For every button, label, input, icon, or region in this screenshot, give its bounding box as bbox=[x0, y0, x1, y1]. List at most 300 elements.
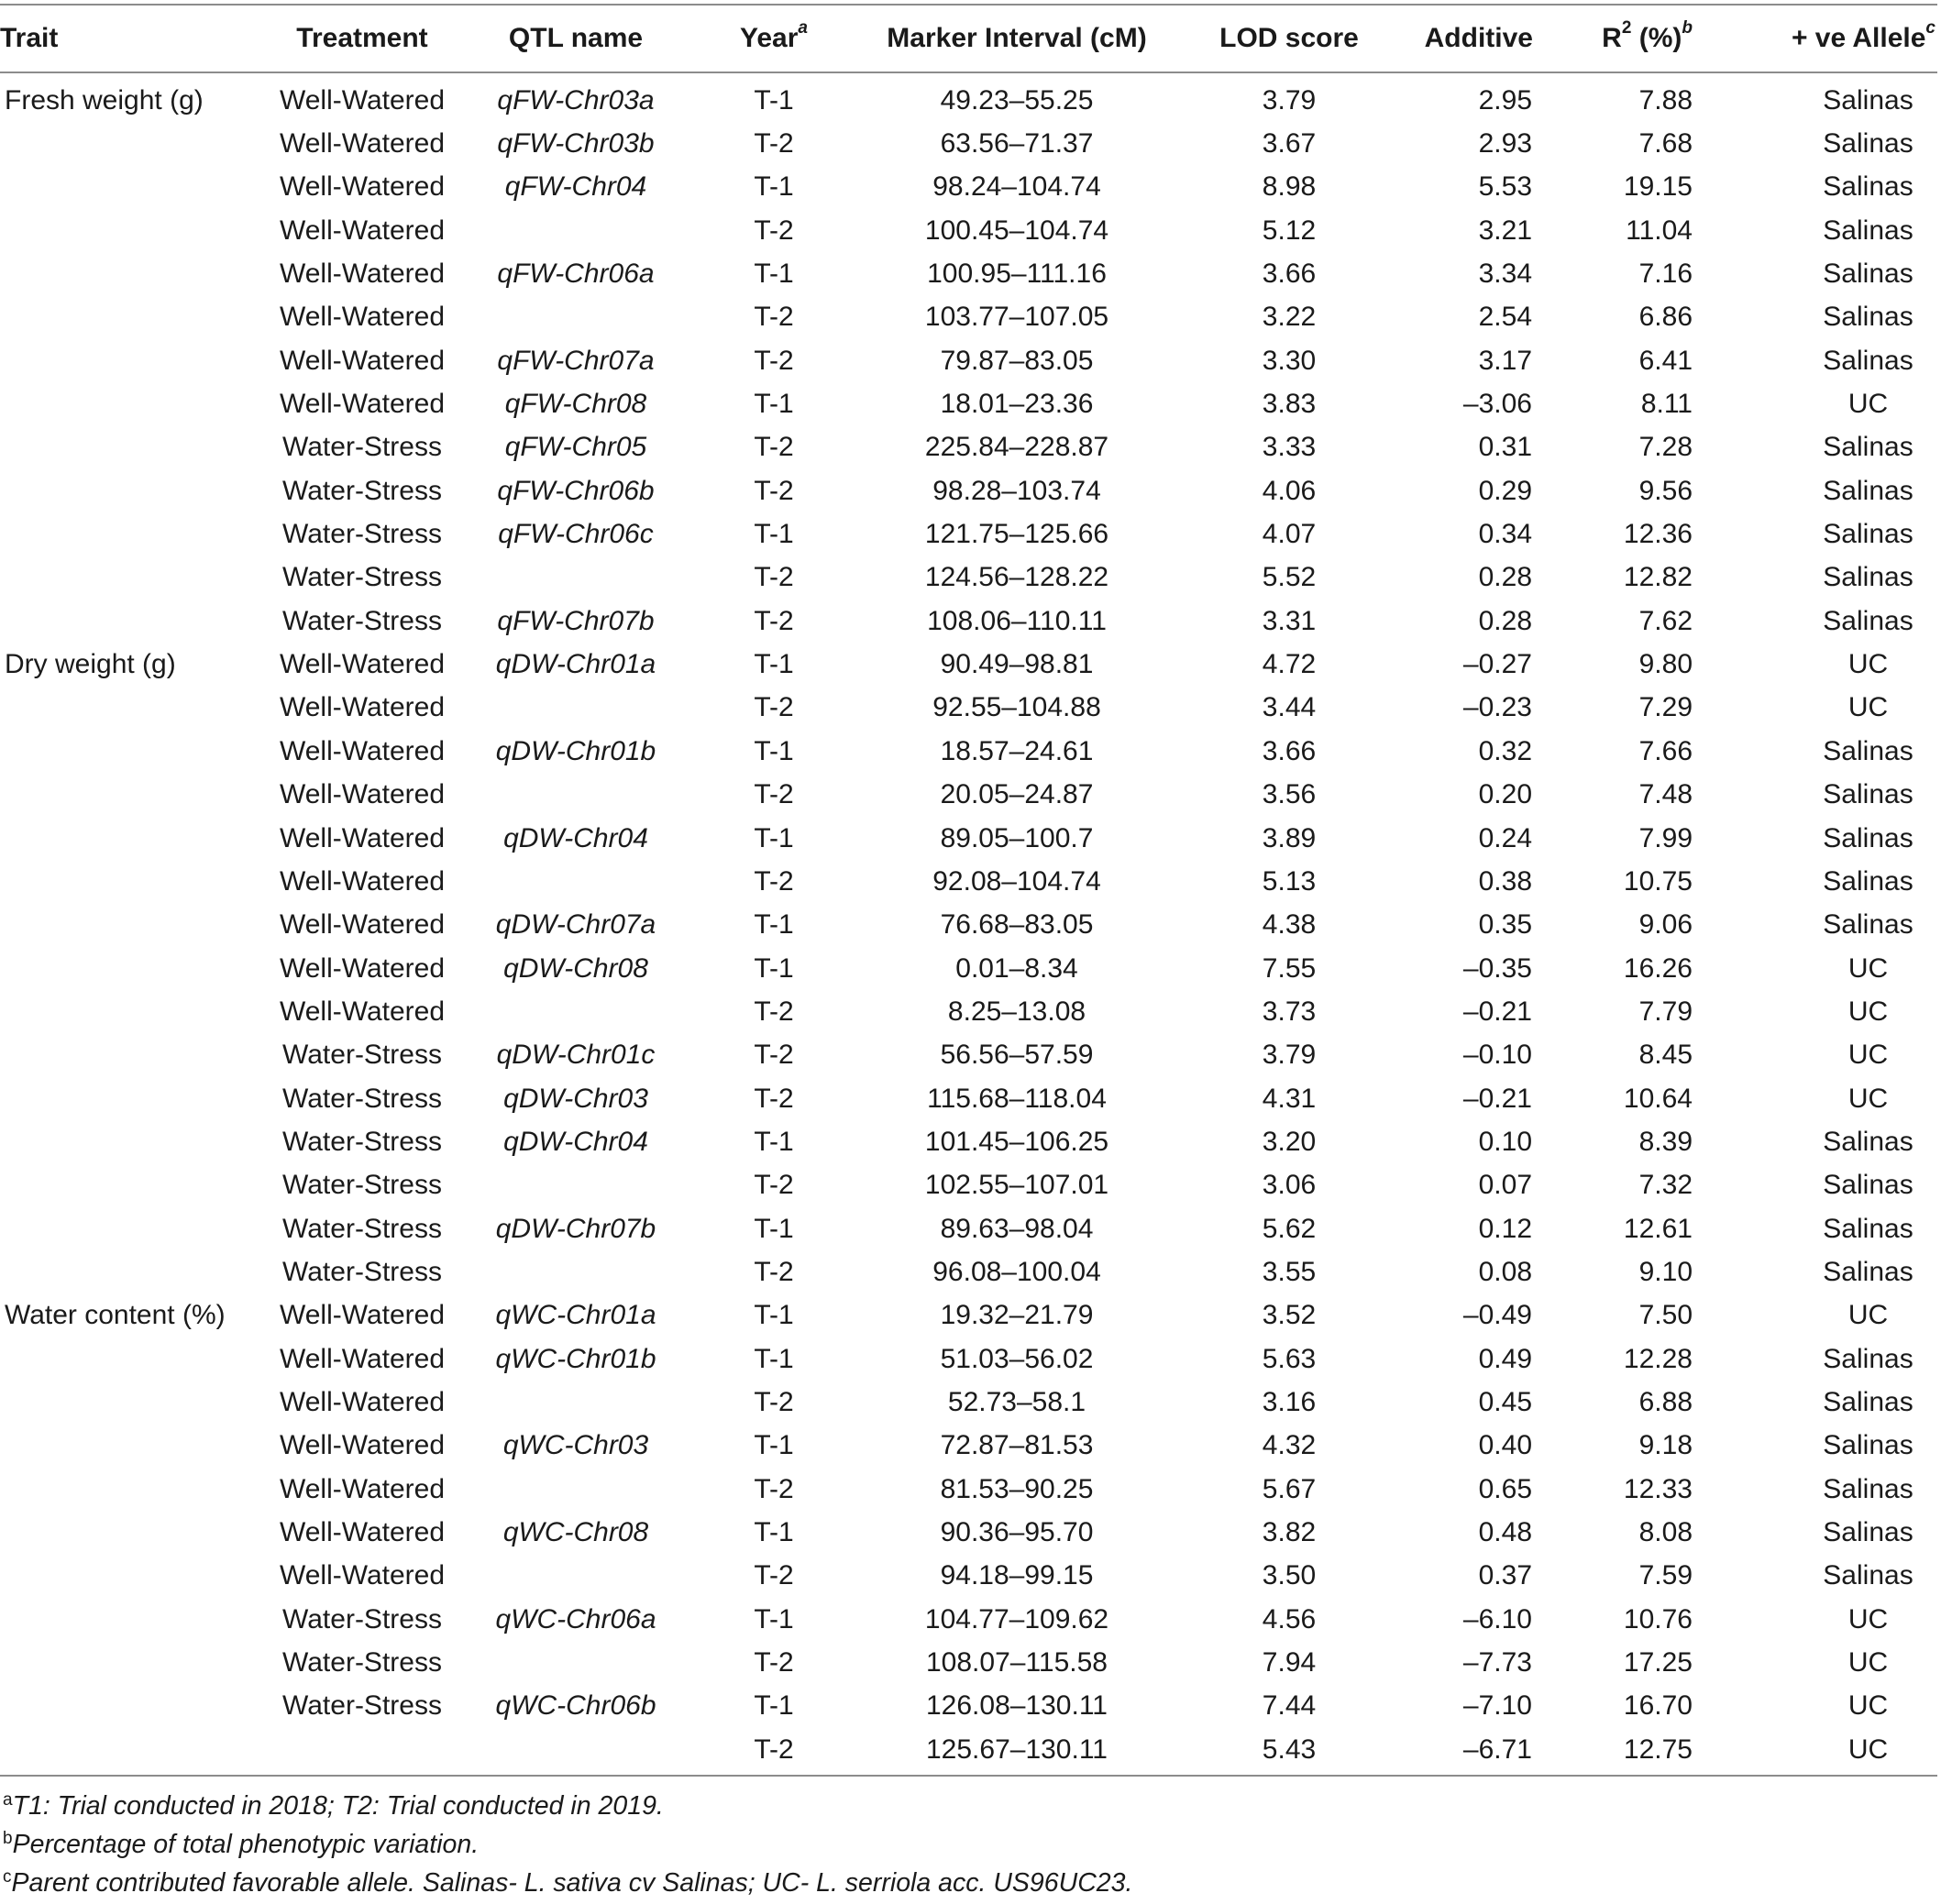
cell-marker-interval: 72.87–81.53 bbox=[940, 1430, 1094, 1461]
cell-additive: 2.93 bbox=[1478, 128, 1532, 160]
cell-allele: Salinas bbox=[1823, 909, 1913, 941]
cell-r2: 10.76 bbox=[1623, 1603, 1693, 1634]
cell-lod-score: 3.89 bbox=[1262, 822, 1317, 853]
cell-qtl-name: qFW-Chr06c bbox=[498, 519, 654, 550]
cell-lod-score: 3.33 bbox=[1262, 432, 1317, 463]
cell-lod-score: 5.62 bbox=[1262, 1213, 1317, 1244]
cell-r2: 12.82 bbox=[1623, 562, 1693, 593]
cell-marker-interval: 125.67–130.11 bbox=[855, 1728, 1179, 1776]
header-year bbox=[693, 5, 855, 72]
cell-additive: 5.53 bbox=[1478, 171, 1532, 203]
cell-qtl-name: qFW-Chr07a bbox=[497, 345, 655, 376]
cell-allele: UC bbox=[1847, 1300, 1889, 1331]
table-row bbox=[0, 72, 1937, 122]
cell-treatment: Water-Stress bbox=[282, 1040, 442, 1071]
cell-year: T-2 bbox=[754, 779, 794, 810]
cell-allele: Salinas bbox=[1823, 432, 1913, 463]
cell-trait bbox=[0, 600, 266, 643]
footnote-a bbox=[3, 1788, 1132, 1827]
cell-trait: Dry weight (g) bbox=[5, 649, 176, 680]
cell-treatment: Water-Stress bbox=[282, 1213, 442, 1244]
cell-lod-score: 7.55 bbox=[1262, 952, 1317, 984]
cell-treatment: Water-Stress bbox=[282, 1256, 442, 1287]
cell-lod-score: 3.30 bbox=[1262, 345, 1317, 376]
cell-r2: 7.66 bbox=[1638, 735, 1693, 766]
cell-marker-interval: 126.08–130.11 bbox=[926, 1690, 1108, 1722]
cell-qtl-name: qDW-Chr07a bbox=[495, 909, 656, 941]
cell-year: T-1 bbox=[754, 1690, 794, 1722]
table-row bbox=[0, 1207, 1937, 1250]
cell-lod-score: 5.13 bbox=[1262, 865, 1317, 897]
cell-year: T-1 bbox=[754, 1213, 794, 1244]
cell-additive: 0.31 bbox=[1478, 432, 1532, 463]
cell-trait bbox=[0, 469, 266, 512]
cell-lod-score: 3.56 bbox=[1262, 779, 1317, 810]
cell-marker-interval: 0.01–8.34 bbox=[955, 952, 1078, 984]
table-row bbox=[0, 252, 1937, 295]
cell-qtl-name: qDW-Chr01a bbox=[495, 649, 656, 680]
cell-additive: –7.73 bbox=[1462, 1647, 1532, 1678]
cell-trait bbox=[0, 774, 266, 817]
cell-qtl-name: qWC-Chr03 bbox=[502, 1430, 649, 1461]
cell-additive: 0.38 bbox=[1478, 865, 1532, 897]
table-row bbox=[0, 1034, 1937, 1077]
cell-year: T-1 bbox=[754, 259, 794, 290]
cell-additive: 0.45 bbox=[1478, 1386, 1532, 1417]
cell-year: T-2 bbox=[754, 605, 794, 636]
header-additive: Additive bbox=[1399, 5, 1533, 72]
cell-lod-score: 3.66 bbox=[1262, 735, 1317, 766]
cell-year: T-2 bbox=[754, 1647, 794, 1678]
cell-treatment: Well-Watered bbox=[279, 692, 446, 723]
cell-marker-interval: 225.84–228.87 bbox=[924, 432, 1109, 463]
cell-lod-score: 3.79 bbox=[1262, 1040, 1317, 1071]
table-row bbox=[0, 1120, 1937, 1163]
table-row bbox=[0, 296, 1937, 339]
cell-allele: UC bbox=[1847, 1040, 1889, 1071]
footnote-b bbox=[3, 1827, 1132, 1865]
cell-allele: UC bbox=[1847, 1647, 1889, 1678]
cell-allele: Salinas bbox=[1823, 822, 1913, 853]
footnote-c bbox=[3, 1865, 1132, 1904]
cell-year: T-2 bbox=[754, 1040, 794, 1071]
table-row bbox=[0, 1294, 1937, 1337]
cell-lod-score: 4.38 bbox=[1262, 909, 1317, 941]
cell-year: T-1 bbox=[754, 735, 794, 766]
cell-r2: 19.15 bbox=[1623, 171, 1693, 203]
cell-r2: 7.59 bbox=[1638, 1560, 1693, 1591]
cell-additive: 0.48 bbox=[1478, 1517, 1532, 1548]
cell-marker-interval: 92.55–104.88 bbox=[932, 692, 1101, 723]
cell-qtl-name bbox=[458, 1381, 693, 1424]
cell-lod-score: 4.07 bbox=[1262, 519, 1317, 550]
cell-trait bbox=[0, 1034, 266, 1077]
cell-year: T-1 bbox=[754, 822, 794, 853]
cell-year: T-2 bbox=[754, 1170, 794, 1201]
cell-lod-score: 3.31 bbox=[1262, 605, 1317, 636]
cell-lod-score: 3.22 bbox=[1262, 302, 1317, 333]
cell-r2: 7.32 bbox=[1638, 1170, 1693, 1201]
cell-treatment: Water-Stress bbox=[282, 1126, 442, 1157]
cell-trait: Fresh weight (g) bbox=[5, 84, 204, 116]
cell-qtl-name bbox=[458, 556, 693, 600]
cell-qtl-name: qDW-Chr03 bbox=[503, 1083, 648, 1114]
cell-additive: –3.06 bbox=[1462, 389, 1532, 420]
cell-lod-score: 5.67 bbox=[1262, 1473, 1317, 1504]
table-row bbox=[0, 990, 1937, 1033]
cell-treatment: Well-Watered bbox=[279, 996, 446, 1027]
table-row bbox=[0, 730, 1937, 773]
cell-year: T-2 bbox=[754, 432, 794, 463]
cell-treatment: Well-Watered bbox=[279, 128, 446, 160]
cell-trait: Water content (%) bbox=[5, 1300, 226, 1331]
cell-r2: 8.11 bbox=[1640, 389, 1693, 420]
cell-trait bbox=[0, 1381, 266, 1424]
cell-r2: 12.36 bbox=[1623, 519, 1693, 550]
cell-allele: Salinas bbox=[1823, 128, 1913, 160]
cell-lod-score: 5.52 bbox=[1262, 562, 1317, 593]
cell-marker-interval: 101.45–106.25 bbox=[924, 1126, 1109, 1157]
cell-year: T-2 bbox=[754, 1560, 794, 1591]
header-treatment: Treatment bbox=[266, 5, 458, 72]
cell-trait bbox=[0, 1728, 266, 1776]
cell-year: T-1 bbox=[754, 952, 794, 984]
cell-lod-score: 3.20 bbox=[1262, 1126, 1317, 1157]
cell-lod-score: 5.43 bbox=[1179, 1728, 1399, 1776]
cell-year: T-2 bbox=[693, 1728, 855, 1776]
cell-additive: –0.27 bbox=[1462, 649, 1532, 680]
cell-trait bbox=[0, 1250, 266, 1293]
cell-marker-interval: 76.68–83.05 bbox=[940, 909, 1094, 941]
cell-r2: 16.26 bbox=[1623, 952, 1693, 984]
cell-r2: 9.80 bbox=[1638, 649, 1693, 680]
cell-treatment: Well-Watered bbox=[279, 909, 446, 941]
table-row bbox=[0, 904, 1937, 947]
cell-trait bbox=[0, 860, 266, 903]
cell-marker-interval: 124.56–128.22 bbox=[924, 562, 1109, 593]
cell-trait bbox=[0, 339, 266, 382]
cell-allele: UC bbox=[1726, 1728, 1937, 1776]
table-row bbox=[0, 1077, 1937, 1120]
cell-lod-score: 5.12 bbox=[1262, 215, 1317, 246]
cell-trait bbox=[0, 382, 266, 425]
cell-marker-interval: 79.87–83.05 bbox=[940, 345, 1094, 376]
cell-allele: Salinas bbox=[1823, 1256, 1913, 1287]
cell-treatment: Water-Stress bbox=[282, 1603, 442, 1634]
cell-marker-interval: 98.24–104.74 bbox=[932, 171, 1101, 203]
cell-lod-score: 3.83 bbox=[1262, 389, 1317, 420]
cell-r2: 7.48 bbox=[1638, 779, 1693, 810]
cell-year: T-2 bbox=[754, 128, 794, 160]
cell-allele: UC bbox=[1847, 1083, 1889, 1114]
cell-lod-score: 3.82 bbox=[1262, 1517, 1317, 1548]
cell-allele: Salinas bbox=[1823, 1343, 1913, 1374]
cell-r2: 7.50 bbox=[1638, 1300, 1693, 1331]
header-allele-sup: c bbox=[1925, 18, 1935, 38]
table-row bbox=[0, 1337, 1937, 1381]
table-row bbox=[0, 774, 1937, 817]
cell-marker-interval: 18.57–24.61 bbox=[940, 735, 1094, 766]
cell-lod-score: 3.52 bbox=[1262, 1300, 1317, 1331]
cell-additive: 0.07 bbox=[1478, 1170, 1532, 1201]
cell-qtl-name: qWC-Chr06a bbox=[495, 1603, 656, 1634]
cell-year: T-1 bbox=[754, 1603, 794, 1634]
cell-qtl-name: qWC-Chr06b bbox=[495, 1690, 656, 1722]
cell-allele: Salinas bbox=[1823, 1170, 1913, 1201]
cell-trait bbox=[0, 252, 266, 295]
cell-treatment: Well-Watered bbox=[279, 1430, 446, 1461]
cell-year: T-2 bbox=[754, 302, 794, 333]
cell-treatment: Well-Watered bbox=[279, 1473, 446, 1504]
cell-qtl-name bbox=[458, 990, 693, 1033]
cell-trait bbox=[0, 1207, 266, 1250]
cell-marker-interval: 102.55–107.01 bbox=[924, 1170, 1109, 1201]
cell-additive: 3.21 bbox=[1478, 215, 1532, 246]
cell-qtl-name: qDW-Chr01c bbox=[496, 1040, 656, 1071]
cell-allele: Salinas bbox=[1823, 475, 1913, 506]
table-row bbox=[0, 687, 1937, 730]
table-body bbox=[0, 72, 1937, 1776]
cell-marker-interval: 49.23–55.25 bbox=[940, 84, 1094, 116]
table-row bbox=[0, 426, 1937, 469]
cell-year: T-2 bbox=[754, 1256, 794, 1287]
cell-marker-interval: 96.08–100.04 bbox=[932, 1256, 1101, 1287]
cell-additive: –0.23 bbox=[1462, 692, 1532, 723]
cell-r2: 7.62 bbox=[1638, 605, 1693, 636]
cell-trait bbox=[0, 1555, 266, 1598]
cell-treatment: Well-Watered bbox=[279, 302, 446, 333]
cell-trait bbox=[0, 296, 266, 339]
cell-allele: Salinas bbox=[1823, 302, 1913, 333]
table-row bbox=[0, 1511, 1937, 1554]
table-row bbox=[0, 122, 1937, 165]
cell-qtl-name: qWC-Chr08 bbox=[502, 1517, 649, 1548]
cell-allele: UC bbox=[1847, 1603, 1889, 1634]
cell-year: T-2 bbox=[754, 865, 794, 897]
cell-trait bbox=[0, 1164, 266, 1207]
footnote-text: T1: Trial conducted in 2018; T2: Trial conducted in 2019. bbox=[12, 1791, 664, 1821]
cell-allele: UC bbox=[1847, 996, 1889, 1027]
cell-allele: UC bbox=[1847, 389, 1889, 420]
cell-allele: UC bbox=[1847, 649, 1889, 680]
cell-treatment: Well-Watered bbox=[279, 865, 446, 897]
cell-r2: 9.18 bbox=[1638, 1430, 1693, 1461]
cell-lod-score: 7.44 bbox=[1262, 1690, 1317, 1722]
cell-qtl-name: qFW-Chr06a bbox=[497, 259, 655, 290]
cell-allele: Salinas bbox=[1823, 1126, 1913, 1157]
cell-allele: Salinas bbox=[1823, 1560, 1913, 1591]
cell-treatment: Well-Watered bbox=[279, 171, 446, 203]
cell-marker-interval: 89.05–100.7 bbox=[940, 822, 1094, 853]
cell-treatment: Water-Stress bbox=[282, 605, 442, 636]
cell-marker-interval: 90.36–95.70 bbox=[940, 1517, 1094, 1548]
cell-r2: 7.99 bbox=[1638, 822, 1693, 853]
cell-year: T-2 bbox=[754, 215, 794, 246]
cell-year: T-1 bbox=[754, 1343, 794, 1374]
cell-year: T-1 bbox=[754, 1300, 794, 1331]
cell-treatment: Well-Watered bbox=[279, 1386, 446, 1417]
cell-qtl-name: qDW-Chr01b bbox=[495, 735, 656, 766]
cell-marker-interval: 19.32–21.79 bbox=[940, 1300, 1094, 1331]
cell-r2: 6.41 bbox=[1638, 345, 1693, 376]
cell-trait bbox=[0, 209, 266, 252]
table-row bbox=[0, 1728, 1937, 1776]
cell-r2: 10.75 bbox=[1623, 865, 1693, 897]
cell-allele: Salinas bbox=[1823, 84, 1913, 116]
cell-trait bbox=[0, 817, 266, 860]
cell-lod-score: 3.66 bbox=[1262, 259, 1317, 290]
cell-year: T-2 bbox=[754, 692, 794, 723]
footnote-mark: b bbox=[3, 1829, 13, 1848]
cell-allele: Salinas bbox=[1823, 519, 1913, 550]
cell-additive: 0.49 bbox=[1478, 1343, 1532, 1374]
cell-marker-interval: 94.18–99.15 bbox=[940, 1560, 1094, 1591]
cell-year: T-1 bbox=[754, 389, 794, 420]
cell-r2: 9.56 bbox=[1638, 475, 1693, 506]
cell-marker-interval: 92.08–104.74 bbox=[932, 865, 1101, 897]
cell-additive: 2.54 bbox=[1478, 302, 1532, 333]
cell-additive: –0.10 bbox=[1462, 1040, 1532, 1071]
table-row bbox=[0, 1381, 1937, 1424]
cell-trait bbox=[0, 556, 266, 600]
cell-trait bbox=[0, 1685, 266, 1728]
cell-lod-score: 3.55 bbox=[1262, 1256, 1317, 1287]
cell-marker-interval: 52.73–58.1 bbox=[947, 1386, 1086, 1417]
cell-marker-interval: 100.95–111.16 bbox=[927, 259, 1107, 290]
cell-treatment: Water-Stress bbox=[282, 1647, 442, 1678]
cell-treatment: Water-Stress bbox=[282, 475, 442, 506]
cell-qtl-name: qFW-Chr03b bbox=[497, 128, 655, 160]
cell-marker-interval: 63.56–71.37 bbox=[940, 128, 1094, 160]
cell-lod-score: 5.63 bbox=[1262, 1343, 1317, 1374]
cell-r2: 10.64 bbox=[1623, 1083, 1693, 1114]
footnote-mark: a bbox=[3, 1790, 13, 1810]
cell-trait bbox=[0, 512, 266, 556]
table-row bbox=[0, 817, 1937, 860]
cell-year: T-1 bbox=[754, 1126, 794, 1157]
table-header-row bbox=[0, 5, 1937, 72]
header-r2 bbox=[1533, 5, 1726, 72]
cell-r2: 7.68 bbox=[1638, 128, 1693, 160]
table-row bbox=[0, 860, 1937, 903]
footnotes bbox=[3, 1788, 1132, 1904]
cell-r2: 6.88 bbox=[1638, 1386, 1693, 1417]
table-row bbox=[0, 512, 1937, 556]
cell-marker-interval: 104.77–109.62 bbox=[924, 1603, 1109, 1634]
table-row bbox=[0, 600, 1937, 643]
cell-additive: 0.24 bbox=[1478, 822, 1532, 853]
cell-lod-score: 7.94 bbox=[1262, 1647, 1317, 1678]
cell-additive: –6.10 bbox=[1462, 1603, 1532, 1634]
cell-treatment: Well-Watered bbox=[279, 345, 446, 376]
cell-r2: 7.79 bbox=[1638, 996, 1693, 1027]
cell-allele: Salinas bbox=[1823, 345, 1913, 376]
cell-qtl-name: qWC-Chr01b bbox=[495, 1343, 656, 1374]
cell-qtl-name: qFW-Chr06b bbox=[497, 475, 655, 506]
cell-r2: 12.33 bbox=[1623, 1473, 1693, 1504]
cell-r2: 8.08 bbox=[1638, 1517, 1693, 1548]
cell-qtl-name bbox=[458, 1555, 693, 1598]
cell-qtl-name: qDW-Chr08 bbox=[503, 952, 648, 984]
cell-year: T-2 bbox=[754, 1473, 794, 1504]
cell-r2: 9.10 bbox=[1638, 1256, 1693, 1287]
cell-additive: 0.65 bbox=[1478, 1473, 1532, 1504]
cell-qtl-name: qFW-Chr08 bbox=[504, 389, 647, 420]
cell-trait bbox=[0, 1120, 266, 1163]
cell-trait bbox=[0, 730, 266, 773]
cell-trait bbox=[0, 122, 266, 165]
cell-year: T-1 bbox=[754, 84, 794, 116]
footnote-text: Parent contributed favorable allele. Salinas- L. sativa cv Salinas; UC- L. serriola acc. US96UC23. bbox=[11, 1868, 1133, 1898]
cell-qtl-name bbox=[458, 296, 693, 339]
cell-marker-interval: 103.77–107.05 bbox=[924, 302, 1109, 333]
cell-qtl-name bbox=[458, 1641, 693, 1684]
cell-treatment: Well-Watered bbox=[279, 389, 446, 420]
cell-r2: 11.04 bbox=[1626, 215, 1693, 246]
cell-lod-score: 4.32 bbox=[1262, 1430, 1317, 1461]
cell-allele: Salinas bbox=[1823, 779, 1913, 810]
cell-qtl-name: qDW-Chr07b bbox=[495, 1213, 656, 1244]
table-row bbox=[0, 1250, 1937, 1293]
cell-additive: 0.40 bbox=[1478, 1430, 1532, 1461]
table-row bbox=[0, 1685, 1937, 1728]
header-allele bbox=[1726, 5, 1937, 72]
cell-additive: –6.71 bbox=[1399, 1728, 1533, 1776]
table-row bbox=[0, 1164, 1937, 1207]
table-row bbox=[0, 1598, 1937, 1641]
cell-qtl-name: qFW-Chr05 bbox=[504, 432, 647, 463]
cell-trait bbox=[0, 426, 266, 469]
cell-marker-interval: 90.49–98.81 bbox=[940, 649, 1094, 680]
table-row bbox=[0, 382, 1937, 425]
cell-allele: Salinas bbox=[1823, 865, 1913, 897]
header-lod-score: LOD score bbox=[1179, 5, 1399, 72]
table-row bbox=[0, 1425, 1937, 1468]
cell-additive: 3.17 bbox=[1478, 345, 1532, 376]
table-row bbox=[0, 166, 1937, 209]
cell-qtl-name bbox=[458, 774, 693, 817]
cell-trait bbox=[0, 1425, 266, 1468]
cell-treatment bbox=[266, 1728, 458, 1776]
cell-marker-interval: 89.63–98.04 bbox=[940, 1213, 1094, 1244]
cell-treatment: Well-Watered bbox=[279, 1343, 446, 1374]
cell-treatment: Well-Watered bbox=[279, 822, 446, 853]
table-row bbox=[0, 1468, 1937, 1511]
cell-allele: Salinas bbox=[1823, 1517, 1913, 1548]
header-r2-prefix: R bbox=[1602, 23, 1622, 53]
cell-r2: 12.28 bbox=[1623, 1343, 1693, 1374]
cell-marker-interval: 100.45–104.74 bbox=[924, 215, 1109, 246]
cell-allele: UC bbox=[1847, 1690, 1889, 1722]
cell-marker-interval: 115.68–118.04 bbox=[927, 1083, 1107, 1114]
cell-year: T-1 bbox=[754, 649, 794, 680]
cell-year: T-1 bbox=[754, 1430, 794, 1461]
table-row bbox=[0, 947, 1937, 990]
cell-r2: 9.06 bbox=[1638, 909, 1693, 941]
cell-trait bbox=[0, 1598, 266, 1641]
cell-r2: 16.70 bbox=[1623, 1690, 1693, 1722]
cell-allele: Salinas bbox=[1823, 605, 1913, 636]
cell-allele: UC bbox=[1847, 952, 1889, 984]
cell-additive: 0.35 bbox=[1478, 909, 1532, 941]
cell-r2: 7.29 bbox=[1638, 692, 1693, 723]
cell-trait bbox=[0, 1337, 266, 1381]
table-row bbox=[0, 469, 1937, 512]
cell-trait bbox=[0, 1468, 266, 1511]
cell-allele: Salinas bbox=[1823, 1430, 1913, 1461]
header-r2-sup: b bbox=[1682, 18, 1693, 38]
cell-r2: 7.28 bbox=[1638, 432, 1693, 463]
